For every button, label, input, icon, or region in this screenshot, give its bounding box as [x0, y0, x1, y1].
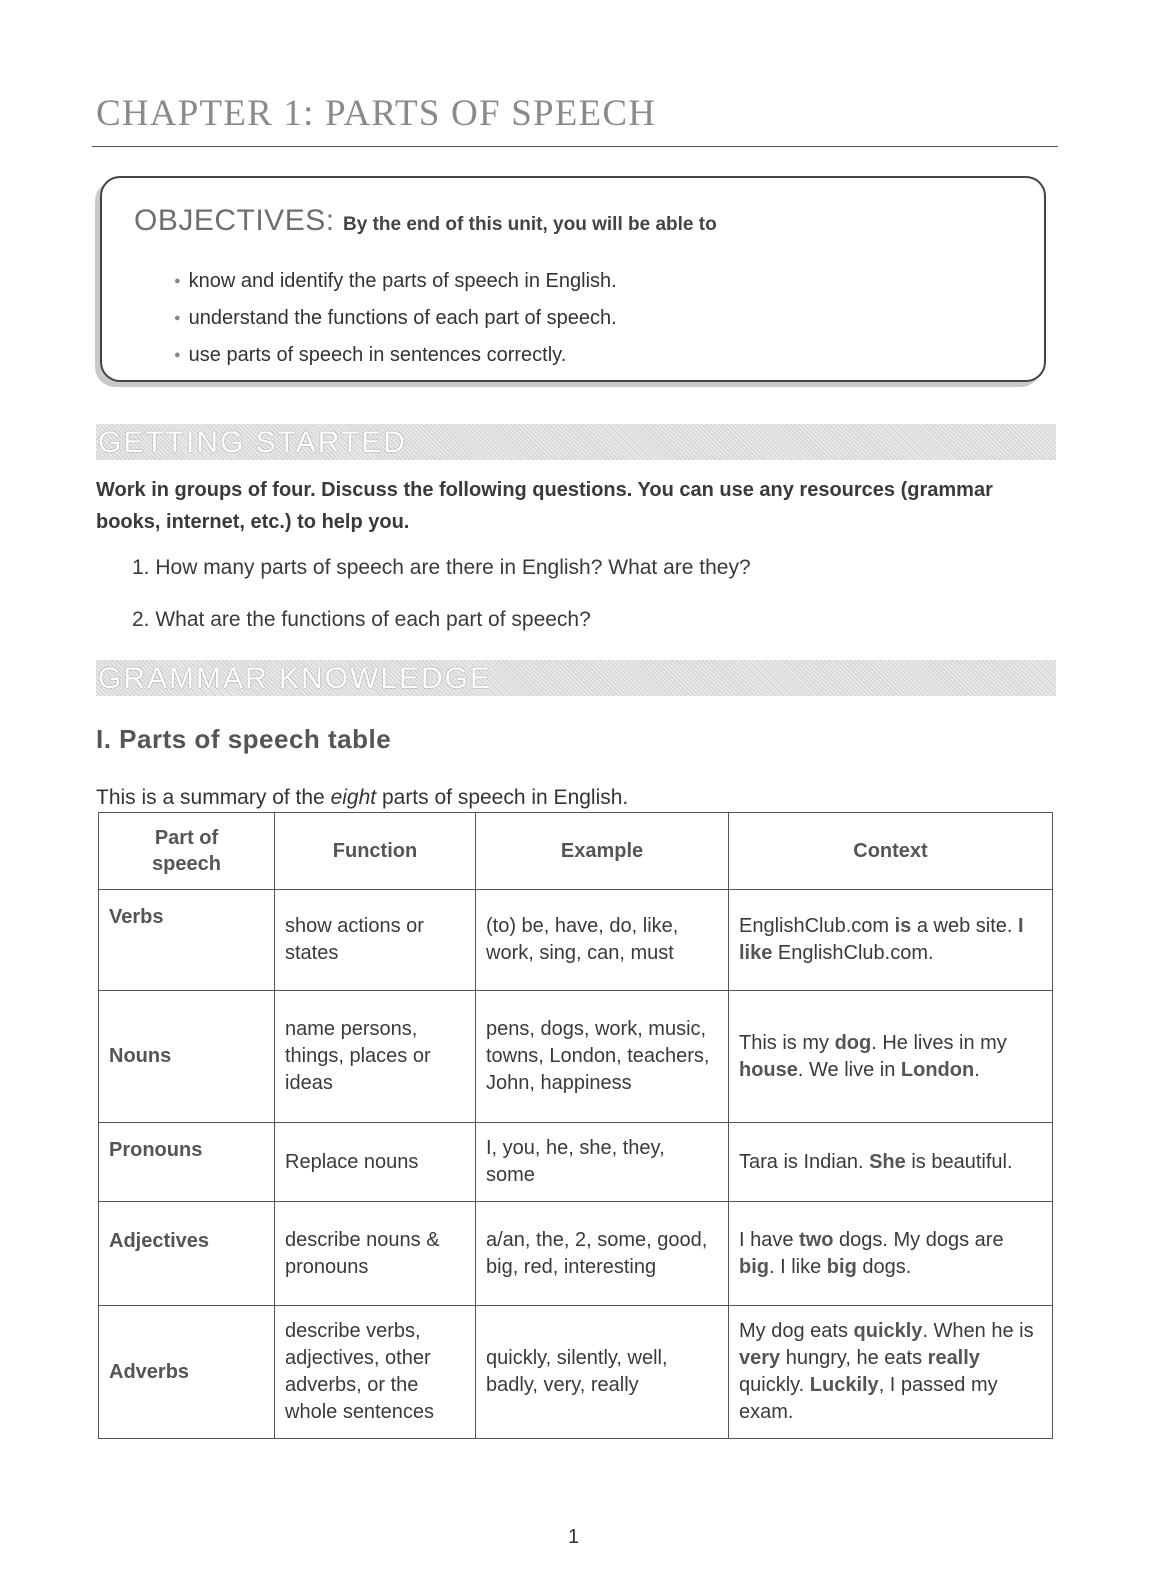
summary-before: This is a summary of the	[96, 786, 331, 809]
getting-started-banner	[96, 424, 1056, 460]
row-part: Adjectives	[99, 1202, 275, 1306]
context-text: is beautiful.	[905, 1150, 1013, 1173]
objectives-box	[100, 176, 1046, 382]
highlighted-word: big	[739, 1255, 769, 1278]
row-context	[729, 890, 1053, 991]
row-context	[729, 1306, 1053, 1439]
row-function: Replace nouns	[275, 1123, 476, 1202]
summary-after: parts of speech in English.	[376, 786, 629, 809]
parts-of-speech-table	[98, 812, 1053, 1439]
group-instructions: Work in groups of four. Discuss the following questions. You can use any resources (grammar books, internet, etc.) to help you.	[96, 479, 993, 533]
header-context: Context	[729, 813, 1053, 890]
objectives-heading	[134, 204, 717, 238]
highlighted-word: two	[799, 1228, 834, 1251]
chapter-title: CHAPTER 1: PARTS OF SPEECH	[96, 93, 657, 134]
objective-item: ● know and identify the parts of speech in English.	[174, 264, 617, 301]
context-text: , I passed my exam.	[739, 1374, 998, 1423]
highlighted-word: London	[900, 1058, 975, 1081]
table-row	[99, 890, 1053, 991]
row-function: describe nouns & pronouns	[275, 1202, 476, 1306]
section-heading: I. Parts of speech table	[96, 724, 392, 754]
question-item: 2. What are the functions of each part of speech?	[132, 608, 591, 631]
objectives-lead: By the end of this unit, you will be able to	[343, 214, 717, 235]
grammar-knowledge-banner	[96, 660, 1056, 696]
highlighted-word: house	[739, 1058, 798, 1081]
context-text: . When he is	[922, 1320, 1034, 1342]
highlighted-word: She	[869, 1150, 906, 1173]
highlighted-word: is	[894, 915, 912, 937]
table-row	[99, 1306, 1053, 1439]
context-text: . We live in	[797, 1058, 901, 1081]
row-part: Verbs	[99, 890, 275, 991]
context-text: . I like	[769, 1255, 827, 1278]
row-function: show actions or states	[275, 890, 476, 991]
context-text: dogs. My dogs are	[833, 1228, 1004, 1251]
row-example: pens, dogs, work, music, towns, London, teachers, John, happiness	[476, 991, 729, 1123]
context-text: This is my	[739, 1031, 835, 1054]
context-text: .	[974, 1058, 980, 1081]
grammar-knowledge-heading: GRAMMAR KNOWLEDGE	[98, 662, 493, 695]
summary-text	[96, 786, 628, 810]
row-example: quickly, silently, well, badly, very, really	[476, 1306, 729, 1439]
highlighted-word: Luckily	[809, 1374, 879, 1396]
context-text: My dog eats	[739, 1320, 854, 1342]
row-context	[729, 1202, 1053, 1306]
row-example: a/an, the, 2, some, good, big, red, interesting	[476, 1202, 729, 1306]
context-text: EnglishClub.com	[739, 915, 895, 937]
summary-emphasis: eight	[330, 786, 377, 809]
context-text: EnglishClub.com.	[772, 942, 934, 964]
highlighted-word: I like	[739, 915, 1024, 964]
row-context	[729, 991, 1053, 1123]
title-rule	[92, 146, 1058, 147]
row-part: Adverbs	[99, 1306, 275, 1439]
table-row	[99, 991, 1053, 1123]
getting-started-heading: GETTING STARTED	[98, 426, 407, 459]
context-text: . He lives in my	[871, 1031, 1007, 1054]
highlighted-word: big	[826, 1255, 857, 1278]
header-function: Function	[275, 813, 476, 890]
highlighted-word: very	[739, 1347, 781, 1369]
row-context	[729, 1123, 1053, 1202]
row-function: describe verbs, adjectives, other adverbs, or the whole sentences	[275, 1306, 476, 1439]
highlighted-word: quickly	[853, 1320, 923, 1342]
objective-item: ● understand the functions of each part of speech.	[174, 301, 617, 338]
highlighted-word: really	[927, 1347, 980, 1369]
context-text: a web site.	[911, 915, 1019, 937]
highlighted-word: dog	[834, 1031, 872, 1054]
row-part: Pronouns	[99, 1123, 275, 1202]
context-text: I have	[739, 1228, 800, 1251]
objective-item: ● use parts of speech in sentences correctly.	[174, 338, 617, 375]
table-row	[99, 1123, 1053, 1202]
context-text: quickly.	[739, 1374, 810, 1396]
table-row	[99, 1202, 1053, 1306]
page-number: 1	[568, 1526, 580, 1548]
row-part: Nouns	[99, 991, 275, 1123]
row-example: (to) be, have, do, like, work, sing, can, must	[476, 890, 729, 991]
table-header-row	[99, 813, 1053, 890]
objectives-list	[174, 264, 617, 375]
context-text: dogs.	[856, 1255, 912, 1278]
header-example: Example	[476, 813, 729, 890]
row-function: name persons, things, places or ideas	[275, 991, 476, 1123]
row-example: I, you, he, she, they, some	[476, 1123, 729, 1202]
header-part: Part of speech	[99, 813, 275, 890]
discussion-questions	[132, 556, 751, 660]
context-text: Tara is Indian.	[739, 1150, 870, 1173]
question-item: 1. How many parts of speech are there in English? What are they?	[132, 556, 751, 579]
objectives-label: OBJECTIVES:	[134, 204, 335, 237]
context-text: hungry, he eats	[780, 1347, 928, 1369]
